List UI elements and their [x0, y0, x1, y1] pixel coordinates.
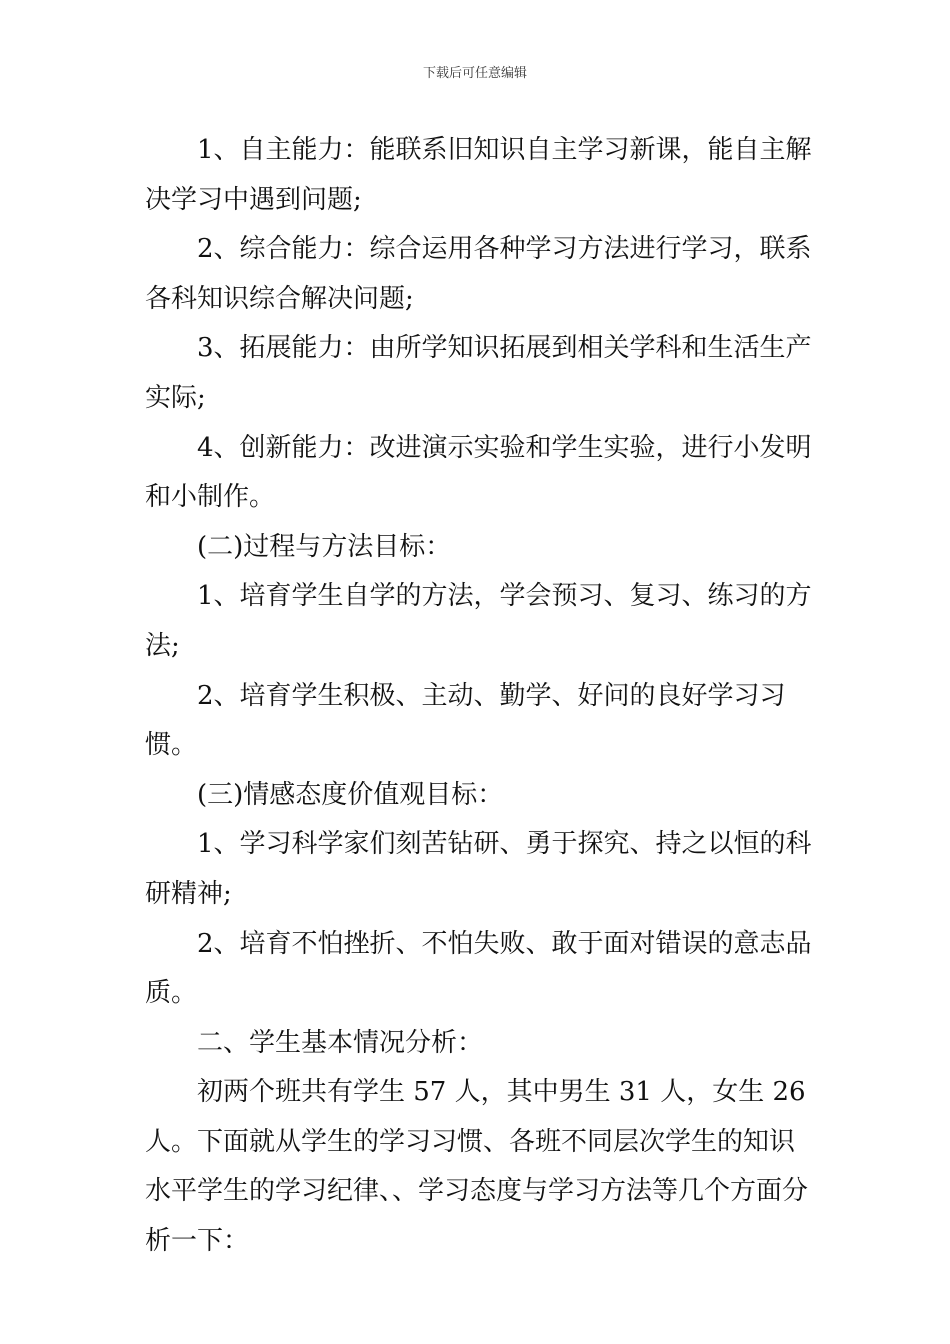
- paragraph-emotion-2: 2、培育不怕挫折、不怕失败、敢于面对错误的意志品质。: [145, 928, 812, 1009]
- paragraph-emotion-1: 1、学习科学家们刻苦钻研、勇于探究、持之以恒的科研精神;: [145, 829, 812, 909]
- section-heading-emotion-values: (三)情感态度价值观目标：: [197, 779, 504, 810]
- page-header: 下载后可任意编辑: [422, 66, 527, 81]
- paragraph-process-2: 2、培育学生积极、主动、勤学、好问的良好学习习惯。: [145, 680, 786, 761]
- paragraph-ability-innovation: 4、创新能力：改进演示实验和学生实验，进行小发明和小制作。: [145, 432, 812, 513]
- paragraph-process-1: 1、培育学生自学的方法，学会预习、复习、练习的方法;: [145, 581, 812, 661]
- section-heading-student-analysis: 二、学生基本情况分析：: [197, 1027, 484, 1058]
- paragraph-student-analysis: 初两个班共有学生 57 人，其中男生 31 人，女生 26 人。下面就从学生的学习习惯、各班不同层次学生的知识水平学生的学习纪律、、学习态度与学习方法等几个方面分析一下：: [145, 1077, 809, 1257]
- paragraph-ability-integrated: 2、综合能力：综合运用各种学习方法进行学习，联系各科知识综合解决问题;: [145, 234, 812, 314]
- section-heading-process-method: (二)过程与方法目标：: [197, 531, 452, 562]
- document-body: [145, 126, 820, 1267]
- paragraph-ability-self: 1、自主能力：能联系旧知识自主学习新课，能自主解决学习中遇到问题;: [145, 135, 812, 215]
- paragraph-ability-extension: 3、拓展能力：由所学知识拓展到相关学科和生活生产实际;: [145, 333, 812, 413]
